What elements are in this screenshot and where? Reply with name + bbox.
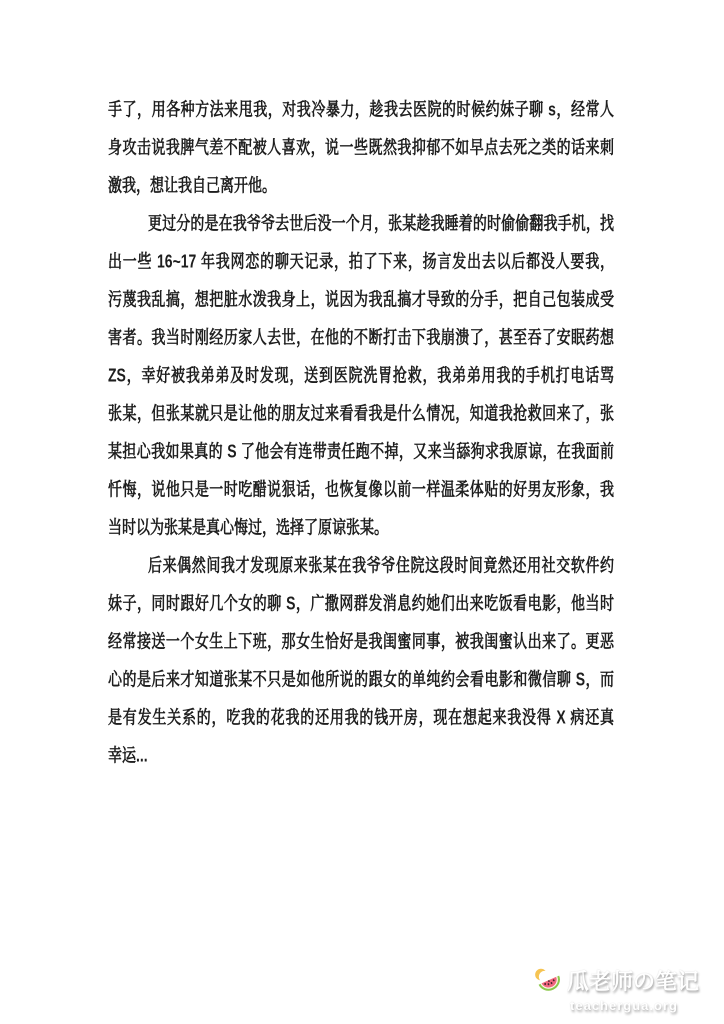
text-line: 经常接送一个女生上下班，那女生恰好是我闺蜜同事，被我闺蜜认出来了。更恶 (108, 630, 614, 652)
text-line: 幸运... (108, 744, 148, 766)
text-line: 当时以为张某是真心悔过，选择了原谅张某。 (108, 516, 388, 538)
watermark-url: teachergua.org (570, 998, 678, 1013)
watermark (534, 963, 714, 1013)
text-line: 妹子，同时跟好几个女的聊 S，广撒网群发消息约她们出来吃饭看电影，他当时 (108, 592, 614, 614)
text-line: 忏悔，说他只是一时吃醋说狠话，也恢复像以前一样温柔体贴的好男友形象，我 (108, 478, 614, 500)
text-line: 激我，想让我自己离开他。 (108, 174, 276, 196)
text-line: ZS，幸好被我弟弟及时发现，送到医院洗胃抢救，我弟弟用我的手机打电话骂 (108, 364, 614, 386)
watermark-title: 瓜老师の笔记 (567, 968, 700, 994)
text-line: 后来偶然间我才发现原来张某在我爷爷住院这段时间竟然还用社交软件约 (148, 554, 614, 576)
text-line: 污蔑我乱搞，想把脏水泼我身上，说因为我乱搞才导致的分手，把自己包装成受 (108, 288, 614, 310)
text-line: 害者。我当时刚经历家人去世，在他的不断打击下我崩溃了，甚至吞了安眠药想 (108, 326, 614, 348)
text-line: 是有发生关系的，吃我的花我的还用我的钱开房，现在想起来我没得 X 病还真 (108, 706, 614, 728)
text-line: 张某，但张某就只是让他的朋友过来看看我是什么情况，知道我抢救回来了，张 (108, 402, 614, 424)
text-line: 某担心我如果真的 S 了他会有连带责任跑不掉，又来当舔狗求我原谅，在我面前 (108, 440, 614, 462)
text-line: 心的是后来才知道张某不只是如他所说的跟女的单纯约会看电影和微信聊 S，而 (108, 668, 614, 690)
document-body (108, 90, 614, 774)
text-line: 手了，用各种方法来甩我，对我冷暴力，趁我去医院的时候约妹子聊 s，经常人 (108, 98, 614, 120)
watermark-row (534, 963, 714, 997)
text-line: 身攻击说我脾气差不配被人喜欢，说一些既然我抑郁不如早点去死之类的话来刺 (108, 136, 614, 158)
watermelon-icon (534, 963, 565, 997)
text-line: 出一些 16~17 年我网恋的聊天记录，拍了下来，扬言发出去以后都没人要我， (108, 250, 614, 272)
text-line: 更过分的是在我爷爷去世后没一个月，张某趁我睡着的时偷偷翻我手机，找 (148, 212, 614, 234)
